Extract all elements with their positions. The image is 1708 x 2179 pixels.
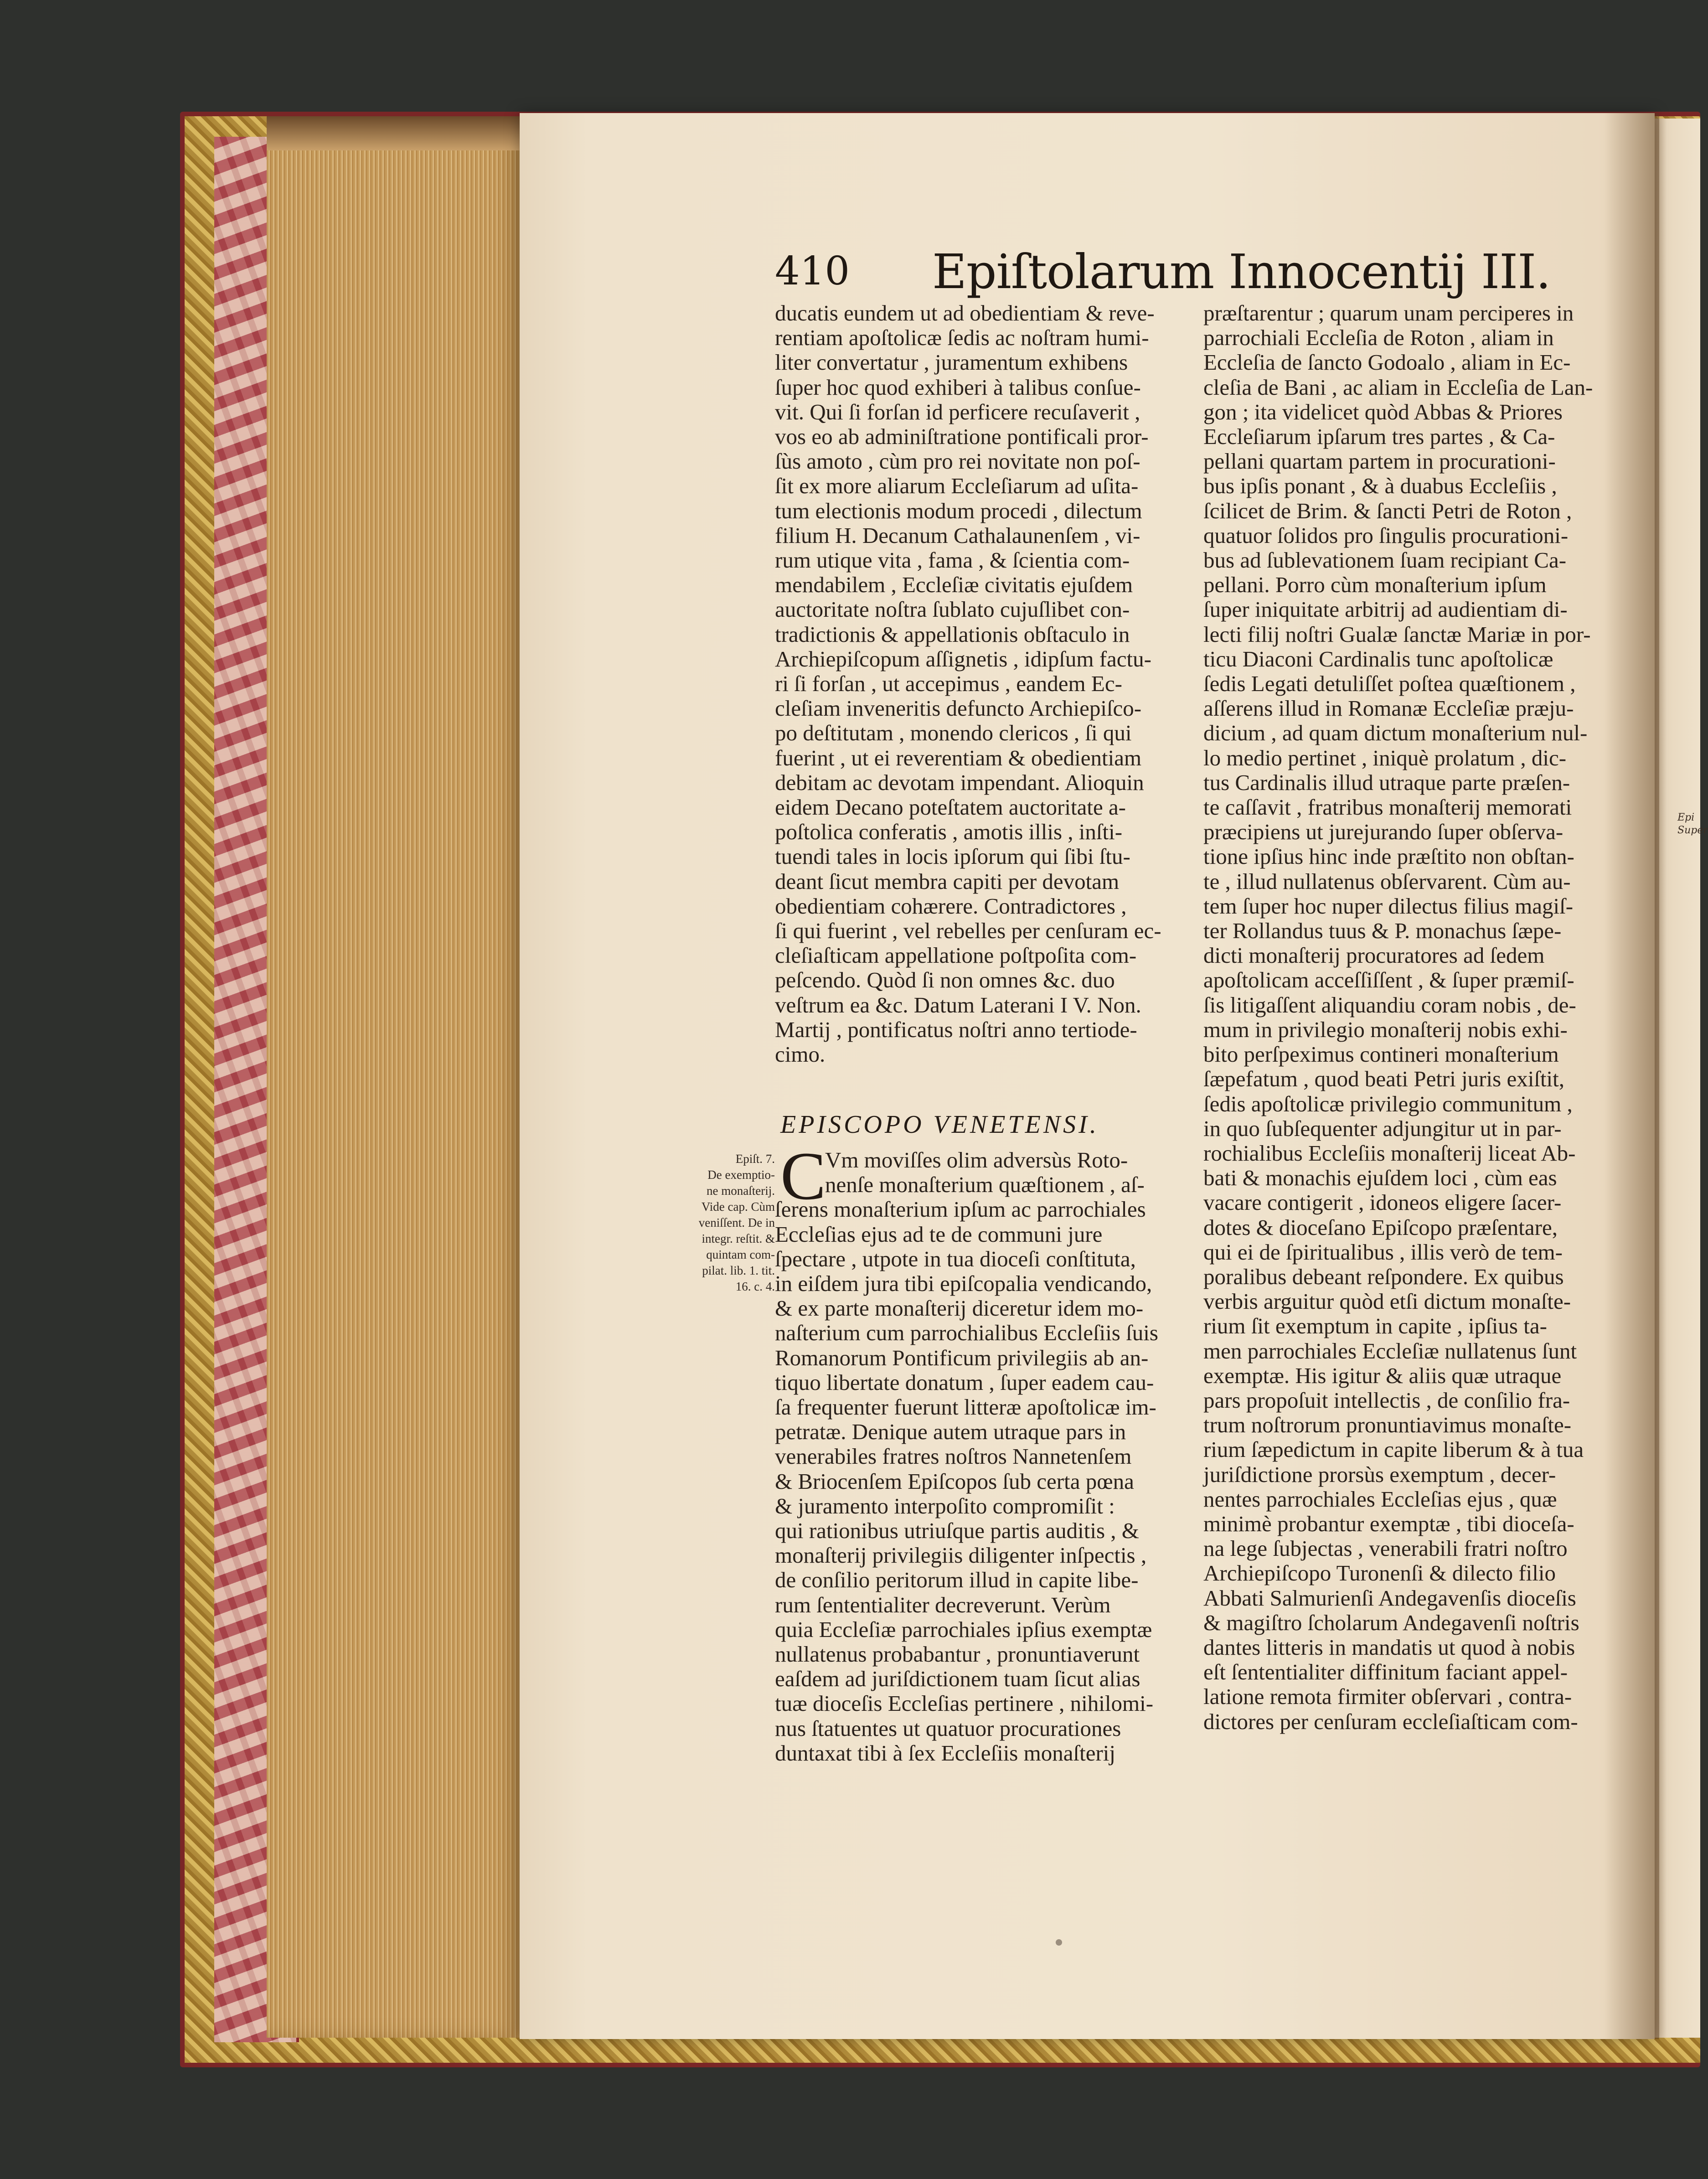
text-line: ſi qui fuerint , vel rebelles per cenſuram ec-	[775, 918, 1161, 944]
text-line: 16. c. 4.	[735, 1280, 775, 1293]
gutter-shadow	[1605, 113, 1659, 2039]
text-line: petratæ. Denique autem utraque pars in	[775, 1419, 1126, 1445]
facing-note-line: Epi	[1677, 812, 1695, 823]
page-number: 410	[775, 248, 850, 294]
text-line: integr. reſtit. &	[702, 1232, 775, 1245]
page-header	[775, 235, 1551, 299]
facing-page	[1652, 119, 1708, 2038]
text-line: veſtrum ea &c. Datum Laterani I V. Non.	[775, 992, 1141, 1017]
text-line: vacare contigerit , idoneos eligere ſacer-	[1203, 1190, 1562, 1215]
text-line: Abbati Salmurienſi Andegavenſis dioceſis	[1203, 1585, 1576, 1611]
text-line: cleſiaſticam appellatione poſtpoſita com-	[775, 943, 1137, 968]
text-line: na lege ſubjectas , venerabili fratri noſtro	[1203, 1536, 1568, 1561]
text-line: ſedis Legati detuliſſet poſtea quæſtionem ,	[1203, 671, 1576, 697]
text-line: rochialibus Eccleſiis monaſterij liceat Ab-	[1203, 1140, 1576, 1166]
text-line: bito perſpeximus contineri monaſterium	[1203, 1042, 1559, 1067]
text-line: tione ipſius hinc inde præſtito non obſtan-	[1203, 844, 1574, 869]
text-line: quia Eccleſiæ parrochiales ipſius exemptæ	[775, 1616, 1152, 1642]
text-line: ſpectare , utpote in tua dioceſi conſtituta,	[775, 1246, 1136, 1271]
text-line: tuendi tales in locis ipſorum qui ſibi ſtu-	[775, 844, 1130, 869]
text-line: cleſia de Bani , ac aliam in Eccleſia de Lan-	[1203, 374, 1593, 400]
text-line: veniſſent. De in	[698, 1216, 775, 1229]
text-line: ri ſi forſan , ut accepimus , eandem Ec-	[775, 671, 1122, 697]
text-line: fuerint , ut ei reverentiam & obedientiam	[775, 745, 1142, 770]
page-mark	[1056, 1939, 1062, 1946]
text-line: Eccleſias ejus ad te de communi jure	[775, 1221, 1103, 1247]
text-line: ſa frequenter fuerunt litteræ apoſtolicæ im-	[775, 1394, 1156, 1420]
text-line: ſis litigaſſent aliquandiu coram nobis , de-	[1203, 992, 1576, 1017]
text-line: Vide cap. Cùm	[701, 1200, 775, 1213]
text-line: po deſtitutam , monendo clericos , ſi qui	[775, 720, 1132, 746]
text-line: pellani. Porro cùm monaſterium ipſum	[1203, 572, 1547, 598]
drop-cap: C	[780, 1138, 826, 1214]
text-line: pars propoſuit intellectis , de conſilio fra-	[1203, 1387, 1570, 1413]
text-line: mum in privilegio monaſterij nobis exhi-	[1203, 1017, 1568, 1042]
text-column-right	[1203, 301, 1605, 1734]
page-stack-shadow	[267, 116, 522, 150]
text-line: eidem Decano poteſtatem auctoritate a-	[775, 795, 1126, 820]
text-line: tem ſuper hoc nuper dilectus filius magiſ-	[1203, 893, 1574, 919]
text-line: tuæ dioceſis Eccleſias pertinere , nihilomi-	[775, 1691, 1154, 1716]
text-line: venerabiles fratres noſtros Nannetenſem	[775, 1444, 1132, 1469]
facing-page-note	[1677, 811, 1708, 837]
text-line: quintam com-	[706, 1248, 775, 1261]
text-line: rentiam apoſtolicæ ſedis ac noſtram humi-	[775, 325, 1149, 351]
text-line: poralibus debeant reſpondere. Ex quibus	[1203, 1264, 1564, 1289]
text-line: Archiepiſcopo Turonenſi & dilecto filio	[1203, 1560, 1556, 1586]
text-line: nus ſtatuentes ut quatuor procurationes	[775, 1715, 1121, 1741]
text-line: dantes litteris in mandatis ut quod à nobis	[1203, 1634, 1575, 1660]
text-line: juriſdictione prorsùs exemptum , decer-	[1203, 1461, 1556, 1487]
text-line: mendabilem , Eccleſiæ civitatis ejuſdem	[775, 572, 1133, 598]
text-line: nenſe monaſterium quæſtionem , aſ-	[825, 1172, 1145, 1198]
text-line: auctoritate noſtra ſublato cujuſlibet con-	[775, 597, 1130, 622]
text-line: peſcendo. Quòd ſi non omnes &c. duo	[775, 967, 1115, 993]
text-line: cimo.	[775, 1042, 826, 1067]
text-line: poſtolica conferatis , amotis illis , inſti-	[775, 819, 1123, 845]
text-line: ticu Diaconi Cardinalis tunc apoſtolicæ	[1203, 646, 1553, 671]
text-line: Eccleſia de ſancto Godoalo , aliam in Ec-	[1203, 350, 1571, 375]
text-line: nentes parrochiales Eccleſias ejus , quæ	[1203, 1486, 1557, 1512]
text-line: nullatenus probabantur , pronuntiaverunt	[775, 1642, 1140, 1667]
text-line: præcipiens ut jurejurando ſuper obſerva-	[1203, 819, 1564, 845]
text-line: Archiepiſcopum aſſignetis , idipſum factu-	[775, 646, 1151, 671]
text-line: de conſilio peritorum illud in capite libe-	[775, 1567, 1139, 1593]
text-column-left-top	[775, 301, 1185, 1067]
text-line: & ex parte monaſterij diceretur idem mo-	[775, 1296, 1144, 1321]
text-line: minimè probantur exemptæ , tibi dioceſa-	[1203, 1511, 1574, 1536]
marginal-note	[670, 1151, 775, 1295]
text-line: Martij , pontificatus noſtri anno tertiode-	[775, 1017, 1137, 1042]
text-line: ſùs amoto , cùm pro rei novitate non poſ-	[775, 449, 1140, 474]
text-line: qui rationibus utriuſque partis auditis , &	[775, 1518, 1139, 1544]
text-line: rium ſit exemptum in capite , ipſius ta-	[1203, 1313, 1547, 1339]
text-line: bati & monachis ejuſdem loci , cùm eas	[1203, 1165, 1557, 1191]
text-line: lecti filij noſtri Gualæ ſanctæ Mariæ in por-	[1203, 621, 1591, 647]
text-line: tum electionis modum procedi , dilectum	[775, 498, 1142, 523]
text-line: trum noſtrorum pronuntiavimus monaſte-	[1203, 1412, 1572, 1438]
text-line: monaſterij privilegiis diligenter inſpectis ,	[775, 1543, 1147, 1568]
text-line: rum ſententialiter decreverunt. Verùm	[775, 1592, 1111, 1617]
letter-heading: EPISCOPO VENETENSI.	[780, 1110, 1099, 1139]
text-line: ſuper hoc quod exhiberi à talibus conſue-	[775, 374, 1141, 400]
text-line: ter Rollandus tuus & P. monachus ſæpe-	[1203, 918, 1562, 944]
text-line: men parrochiales Eccleſiæ nullatenus ſunt	[1203, 1338, 1577, 1363]
text-line: Vm moviſſes olim adversùs Roto-	[825, 1147, 1128, 1172]
text-line: naſterium cum parrochialibus Eccleſiis ſuis	[775, 1320, 1158, 1346]
text-line: deant ſicut membra capiti per devotam	[775, 868, 1120, 894]
text-line: tiquo libertate donatum , ſuper eadem cau-	[775, 1369, 1154, 1395]
text-line: te , illud nullatenus obſervarent. Cùm au-	[1203, 868, 1571, 894]
text-line: dotes & dioceſano Epiſcopo præſentare,	[1203, 1214, 1558, 1240]
text-line: parrochiali Eccleſia de Roton , aliam in	[1203, 325, 1554, 351]
text-line: quatuor ſolidos pro ſingulis procurationi-	[1203, 522, 1569, 548]
text-line: & magiſtro ſcholarum Andegavenſi noſtris	[1203, 1610, 1579, 1635]
text-line: præſtarentur ; quarum unam perciperes in	[1203, 300, 1574, 325]
text-line: tradictionis & appellationis obſtaculo in	[775, 621, 1130, 647]
facing-note-line: Super	[1677, 825, 1708, 836]
text-line: exemptæ. His igitur & aliis quæ utraque	[1203, 1363, 1562, 1388]
text-line: rium ſæpedictum in capite liberum & à tua	[1203, 1437, 1584, 1462]
text-line: duntaxat tibi à ſex Eccleſiis monaſterij	[775, 1740, 1116, 1766]
text-line: tus Cardinalis illud utraque parte præſen-	[1203, 769, 1570, 795]
text-line: dictores per cenſuram eccleſiaſticam com-	[1203, 1709, 1578, 1734]
text-line: ſerens monaſterium ipſum ac parrochiales	[775, 1197, 1146, 1222]
text-line: & Briocenſem Epiſcopos ſub certa pœna	[775, 1468, 1134, 1494]
text-line: ſuper iniquitate arbitrij ad audientiam di-	[1203, 597, 1568, 622]
text-line: apoſtolicam acceſſiſſent , & ſuper præmiſ-	[1203, 967, 1574, 993]
text-line: liter convertatur , juramentum exhibens	[775, 350, 1128, 375]
text-line: ſcilicet de Brim. & ſancti Petri de Roton ,	[1203, 498, 1572, 523]
text-line: Epiſt. 7.	[735, 1152, 775, 1166]
text-line: eſt ſententialiter diffinitum faciant appel-	[1203, 1659, 1568, 1685]
text-line: verbis arguitur quòd etſi dictum monaſte-	[1203, 1289, 1571, 1314]
page-stack-edge	[267, 116, 522, 2038]
text-line: bus ad ſublevationem ſuam recipiant Ca-	[1203, 547, 1567, 573]
running-title: Epiſtolarum Innocentij III.	[932, 244, 1551, 299]
text-line: vos eo ab adminiſtratione pontificali pror-	[775, 424, 1149, 449]
text-line: in eiſdem jura tibi epiſcopalia vendicando,	[775, 1271, 1152, 1296]
text-line: dicium , ad quam dictum monaſterium nul-	[1203, 720, 1588, 746]
text-line: te caſſavit , fratribus monaſterij memorati	[1203, 795, 1572, 820]
text-line: aſſerens illud in Romanæ Eccleſiæ præju-	[1203, 696, 1574, 721]
text-line: ſedis apoſtolicæ privilegio communitum ,	[1203, 1091, 1573, 1116]
text-line: gon ; ita videlicet quòd Abbas & Priores	[1203, 399, 1563, 424]
text-line: qui ei de ſpiritualibus , illis verò de tem-	[1203, 1239, 1563, 1265]
text-line: De exemptio-	[707, 1168, 775, 1182]
text-line: ducatis eundem ut ad obedientiam & reve-	[775, 300, 1155, 325]
text-line: ſit ex more aliarum Eccleſiarum ad uſita-	[775, 473, 1139, 499]
text-line: filium H. Decanum Cathalaunenſem , vi-	[775, 522, 1140, 548]
text-line: eaſdem ad juriſdictionem tuam ſicut alias	[775, 1666, 1140, 1692]
text-line: dicti monaſterij procuratores ad ſedem	[1203, 943, 1545, 968]
text-line: cleſiam inveneritis defuncto Archiepiſco-	[775, 696, 1142, 721]
text-line: obedientiam cohærere. Contradictores ,	[775, 893, 1127, 919]
text-line: & juramento interpoſito compromiſit :	[775, 1493, 1115, 1518]
text-column-left-bottom	[775, 1148, 1185, 1766]
text-line: pilat. lib. 1. tit.	[702, 1264, 775, 1277]
text-line: in quo ſubſequenter adjungitur ut in par-	[1203, 1115, 1562, 1141]
text-line: Eccleſiarum ipſarum tres partes , & Ca-	[1203, 424, 1555, 449]
text-line: ſæpefatum , quod beati Petri juris exiſtit,	[1203, 1066, 1565, 1092]
text-line: pellani quartam partem in procurationi-	[1203, 449, 1556, 474]
text-line: bus ipſis ponant , & à duabus Eccleſiis ,	[1203, 473, 1557, 499]
text-line: Romanorum Pontificum privilegiis ab an-	[775, 1345, 1149, 1370]
text-line: rum utique vita , fama , & ſcientia com-	[775, 547, 1130, 573]
text-line: vit. Qui ſi forſan id perficere recuſaverit ,	[775, 399, 1140, 424]
text-line: debitam ac devotam impendant. Alioquin	[775, 769, 1144, 795]
text-line: ne monaſterij.	[707, 1184, 775, 1198]
text-line: lo medio pertinet , iniquè prolatum , dic-	[1203, 745, 1567, 770]
text-line: latione remota firmiter obſervari , contra-	[1203, 1684, 1572, 1709]
